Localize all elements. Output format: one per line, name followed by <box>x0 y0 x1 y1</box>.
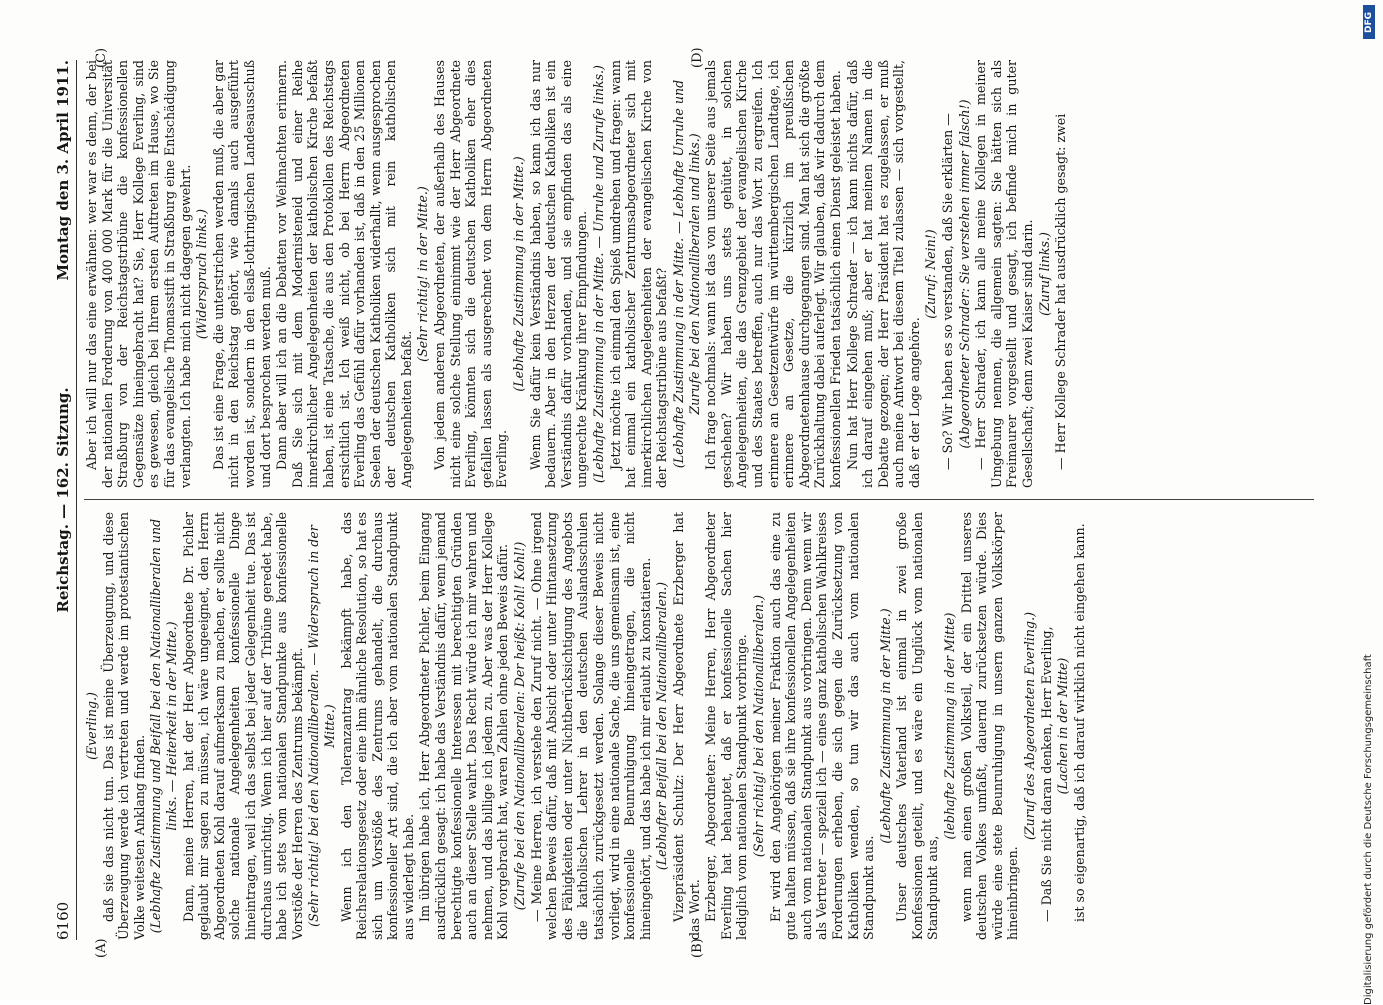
paragraph: Wenn Sie dafür kein Verständnis haben, so kann ich das nur bedauern. Aber in den Herzen der deutschen Katholiken ist ein Verständnis dafür vorhanden, und sie empfinden das als eine ungerechte Kränkung ihrer Empfindungen. <box>527 60 590 488</box>
margin-marker-c: (C) <box>94 47 109 68</box>
paragraph: daß sie das nicht tun. Das ist meine Überzeugung, und diese Überzeugung werde ich vertreten und werde im protestantischen Volke weitesten Anklang finden. <box>100 512 147 940</box>
paragraph: — Daß Sie nicht daran denken, Herr Everling, <box>1038 626 1054 922</box>
right-text-column <box>84 60 1324 488</box>
column-divider <box>84 499 1314 500</box>
paragraph: Unser deutsches Vaterland ist einmal in zwei große Konfessionen geteilt, und es wäre ein Unglück vom nationalen Standpunkt aus, <box>894 512 941 940</box>
paragraph: (lebhafte Zustimmung in der Mitte) <box>942 612 958 840</box>
paragraph: — So? Wir haben es so verstanden, daß Sie erklärten — <box>940 113 956 470</box>
paragraph: — Herr Kollege Schrader hat ausdrücklich gesagt: zwei <box>1053 113 1069 470</box>
paragraph: Dann, meine Herren, hat der Herr Abgeordnete Dr. Pichler geglaubt mir sagen zu müssen, ich wäre ungeeignet, den Herrn Abgeordneten Kohl darauf aufmerksam zu machen, er sollte nicht solche nationale Angelegenheiten konfessionelle Dinge hineintragen, weil ich das selbst bei jeder Gelegenheit tue. Das ist durchaus unrichtig. Wenn ich hier auf der Tribüne geredet habe, habe ich stets vom nationalen Standpunkte aus konfessionelle Vorstöße der Herren des Zentrums bekämpft. <box>180 512 305 940</box>
paragraph: (Widerspruch links.) <box>194 208 210 340</box>
paragraph: (Zuruf: Nein!) <box>923 229 939 319</box>
paragraph: (Lebhafte Zustimmung in der Mitte.) <box>511 156 527 392</box>
paragraph: Dann aber will ich an die Debatten vor Weihnachten erinnern. Daß Sie sich mit dem Modernisteneid und einer Reihe innerkirchlicher Angelegenheiten der katholischen Kirche befaßt haben, ist eine Tatsache, die aus den Protokollen des Reichstags ersichtlich ist. Ich weiß nicht, ob bei Herrn Abgeordneten Everling das Gefühl dafür vorhanden ist, daß in den 25 Millionen Seelen der deutschen Katholiken widerhallt, wenn ausgesprochen der deutschen Katholiken sich mit rein katholischen Angelegenheiten befaßt. <box>274 60 414 488</box>
paragraph: Ich frage nochmals: wann ist das von unserer Seite aus jemals geschehen? Wir haben uns stets gehütet, in solchen Angelegenheiten, die das Grenzgebiet der evangelischen Kirche und des Staates betreffen, auch nur das Wort zu ergreifen. Ich erinnere an Gesetzentwürfe im württembergischen Landtage, ich erinnere an Gesetze, die kürzlich im preußischen Abgeordnetenhause durchgegangen sind. Man hat sich die größte Zurückhaltung dabei auferlegt. Wir glauben, daß wir dadurch dem konfessionellen Frieden tatsächlich einen Dienst geleistet haben. <box>703 60 843 488</box>
paragraph: (Lebhafter Beifall bei den Nationalliberalen.) <box>654 581 670 871</box>
paragraph: (Everling.) <box>84 692 99 760</box>
paragraph: ist so eigenartig, daß ich darauf wirklich nicht eingehen kann. <box>1071 523 1087 922</box>
paragraph: Er wird den Angehörigen meiner Fraktion auch das eine zu gute halten müssen, daß sie ihre konfessionellen Angelegenheiten auch vom nationalen Standpunkt aus vorbringen. Denn wenn wir als Vertreter — speziell ich — eines ganz katholischen Wahlkreises Forderungen erheben, die sich gegen die Zurücksetzung von Katholiken wenden, so tun wir das auch vom nationalen Standpunkt aus. <box>767 512 877 940</box>
credit-text: Digitalisierung gefördert durch die Deutsche Forschungsgemeinschaft <box>1363 654 1374 1005</box>
paragraph: Aber ich will nur das eine erwähnen: wer war es denn, der bei der nationalen Forderung von 400 000 Mark für die Universität Straßburg von der Reichstagstribüne die konfessionellen Gegensätze hineingebracht hat? Sie, Herr Kollege Everling, sind es gewesen, gleich bei Ihrem ersten Auftreten im Hause, wo Sie für das evangelische Thomasstift in Straßburg eine Entschädigung verlangten. Ich habe mich nicht dagegen gewehrt. <box>84 60 193 488</box>
page-header <box>50 40 76 960</box>
paragraph: Von jedem anderen Abgeordneten, der außerhalb des Hauses nicht eine solche Stellung einnimmt wie der Herr Abgeordnete Everling, könnten sich die deutschen Katholiken eher dies gefallen lassen als ausgerechnet von dem Herrn Abgeordneten Everling. <box>432 60 510 488</box>
paragraph: — Herr Schrader, ich kann alle meine Kollegen in meiner Umgebung nennen, die allgemein sagten: Sie hätten sich als Freimaurer vorgestellt und gesagt, ich befinde mich in guter Gesellschaft; denn zwei Kaiser sind darin. <box>973 60 1036 488</box>
dfg-logo: DFG <box>1363 5 1375 39</box>
digitization-credit <box>1363 5 1375 1005</box>
header-date: Montag den 3. April 1911. <box>54 60 72 281</box>
rotated-page-content <box>50 40 1360 960</box>
paragraph: (Zuruf links.) <box>1036 232 1052 316</box>
paragraph: (Lebhafte Zustimmung in der Mitte. — Lebhafte Unruhe und Zurufe bei den Nationalliberalen und links.) <box>670 79 702 469</box>
paragraph: wenn man einen großen Volksteil, der ein Drittel unseres deutschen Volkes umfaßt, dauernd zurücksetzen würde. Dies würde eine stete Beunruhigung in unsern ganzen Volkskörper hineinbringen. <box>958 512 1021 940</box>
margin-marker-b: (B) <box>690 938 705 958</box>
paragraph: Im übrigen habe ich, Herr Abgeordneter Pichler, beim Eingang ausdrücklich gesagt: ich habe das Verständnis dafür, wenn jemand berechtigte konfessionelle Interessen mit berechtigten Gründen auch an dieser Stelle wahrt. Das Recht würde ich mir wahren und nehmen, und das billige ich jedem zu. Aber was der Herr Kollege Kohl vorgebracht hat, waren Zahlen ohne jeden Beweis dafür. <box>417 512 511 940</box>
paragraph: (Lebhafte Zustimmung in der Mitte.) <box>877 608 893 844</box>
paragraph: — Meine Herren, ich verstehe den Zuruf nicht. — Ohne irgend welchen Beweis dafür, daß mit Absicht oder unter Hintansetzung des Fähigkeiten oder unter Nichtberücksichtigung des Angebots die katholischen Lehrer in den deutschen Auslandsschulen tatsächlich zurückgesetzt werden. Solange dieser Beweis nicht vorliegt, wird in eine nationale Sache, die uns gemeinsam ist, eine konfessionelle Beunruhigung hineingetragen, die nicht hineingehört, und das habe ich mir erlaubt zu konstatieren. <box>528 512 653 940</box>
paragraph: (Lachen in der Mitte) <box>1055 657 1071 795</box>
paragraph: (Lebhafte Zustimmung und Beifall bei den Nationalliberalen und links. — Heiterkeit in der Mitte.) <box>148 518 179 934</box>
paragraph: Nun hat Herr Kollege Schrader — ich kann nichts dafür, daß ich darauf eingehen muß; aber er hat meinen Namen in die Debatte gezogen; der Herr Präsident hat es zugelassen, er muß auch meine Antwort bei diesem Titel zulassen — sich vorgestellt, daß er der Loge angehöre. <box>844 60 922 488</box>
header-title: Reichstag. — 162. Sitzung. <box>54 387 72 613</box>
left-text-column <box>84 512 1324 940</box>
paragraph: (Sehr richtig! bei den Nationalliberalen. — Widerspruch in der Mitte.) <box>306 525 337 927</box>
margin-marker-d: (D) <box>690 47 705 68</box>
paragraph: Vizepräsident Schultz: Der Herr Abgeordnete Erzberger hat das Wort. <box>670 512 702 940</box>
paragraph: Das ist eine Frage, die unterstrichen werden muß, die aber gar nicht in den Reichstag gehört, wie damals auch ausgeführt worden ist, sondern in den elsaß-lothringischen Landesausschuß und dort besprochen werden muß. <box>210 60 273 488</box>
paragraph: (Zurufe bei den Nationalliberalen: Der heißt: Kohl! Kohl!) <box>512 541 528 911</box>
paragraph: (Zuruf des Abgeordneten Everling.) <box>1022 612 1038 841</box>
paragraph: (Lebhafte Zustimmung in der Mitte. — Unruhe und Zurufe links.) <box>591 65 606 483</box>
paragraph: Wenn ich den Toleranzantrag bekämpft habe, das Reichsrelationsgesetz oder eine ihm ähnliche Resolution, so hat es sich um Vorstöße des Zentrums gehandelt, die durchaus konfessioneller Art sind, die ich aber vom nationalen Standpunkt aus widerlegt habe. <box>338 512 416 940</box>
margin-marker-a: (A) <box>94 938 109 958</box>
paragraph: Erzberger, Abgeordneter: Meine Herren, Herr Abgeordneter Everling hat behauptet, daß er konfessionelle Sachen hier lediglich vom nationalen Standpunkt vorbringe. <box>703 512 750 940</box>
paragraph: (Sehr richtig! bei den Nationalliberalen.) <box>750 594 766 858</box>
paragraph: (Sehr richtig! in der Mitte.) <box>415 186 431 362</box>
page-number: 6160 <box>54 901 72 940</box>
paragraph: Jetzt möchte ich einmal den Spieß umdrehen und fragen: wann hat einmal ein katholischer Zentrumsabgeordneter sich mit innerkirchlichen Angelegenheiten der evangelischen Kirche von der Reichstagstribüne aus befaßt? <box>607 60 670 488</box>
paragraph: (Abgeordneter Schrader: Sie verstehen immer falsch!) <box>956 99 972 449</box>
header-rule <box>76 60 77 940</box>
